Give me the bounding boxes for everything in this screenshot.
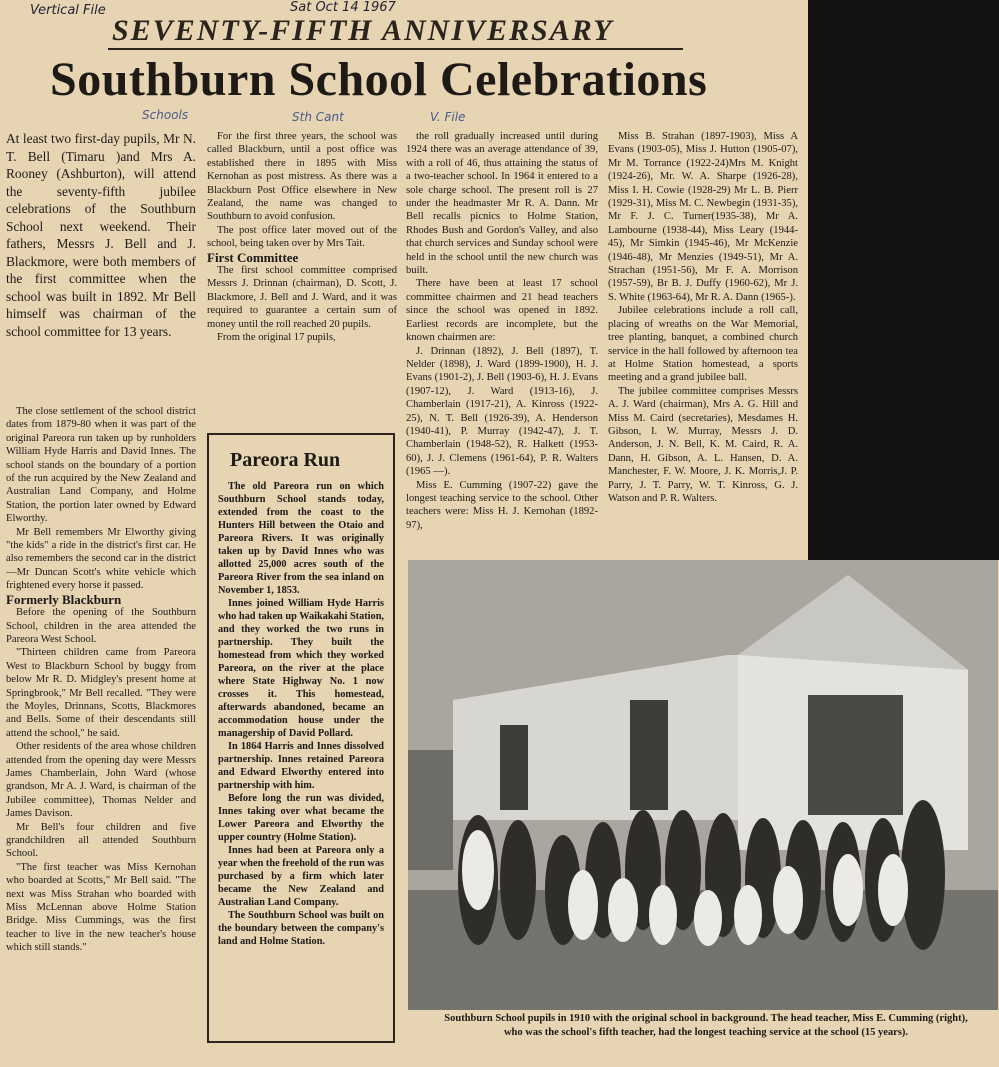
subhead-formerly-blackburn: Formerly Blackburn [6,591,122,607]
paragraph: The Southburn School was built on the boundary between the company's land and Holme Station. [218,910,384,947]
school-photo-illustration [408,560,998,1010]
sidebar-title: Pareora Run [230,449,341,471]
paragraph: the roll gradually increased until during 1924 there was an average attendance of 39, with a roll of 46, thus attaining the status of a two-teacher school. In 1964 it entered to a sole charge school. The present roll is 27 under the headmaster Mr R. A. Dann. Mr Bell recalls picnics to Holme Station, Rhodes Bush and Gordon's Valley, and also that church services and Sunday school were held in the school until the new church was built. [406,131,598,277]
paragraph: Innes had been at Pareora only a year when the freehold of the run was purchased by a firm which later became the New Zealand and Australian Land Company. [218,845,384,908]
paragraph: The close settlement of the school district dates from 1879-80 when it was part of the original Pareora run taken up by runholders William Hyde Harris and David Innes. The school stands on the boundary of a portion of the run acquired by the New Zealand and Australian Land Company, and Holme Station, the portion later owned by Edward Elworthy. [6,406,196,525]
photo-caption: Southburn School pupils in 1910 with the original school in background. The head teacher, Miss E. Cumming (right), who was the school's fifth teacher, had the longest teaching service at the school (15 years). [444,1013,968,1038]
paragraph: Mr Bell remembers Mr Elworthy giving "the kids" a ride in the district's first car. He also remembers the second car in the district—Mr Duncan Scott's white vehicle which frightened every horse it passed. [6,526,196,592]
article-column-3 [406,130,598,532]
handwritten-tag-file: V. File [430,110,466,124]
paragraph: "The first teacher was Miss Kernohan who boarded at Scotts," Mr Bell said. "The next was Miss Strahan who boarded with Miss McLennan above Holme Station Bridge. Miss Cummings, was the first teacher to live in the new teacher's house which still stands." [6,861,196,954]
sidebar-body [218,480,384,948]
kicker-heading: SEVENTY-FIFTH ANNIVERSARY [112,14,614,47]
handwritten-file-note: Vertical File [30,3,106,18]
paragraph: Miss B. Strahan (1897-1903), Miss A Evans (1903-05), Miss J. Hutton (1905-07), Mr M. Torrance (1922-24)Mrs M. Knight (1924-26), Mr. W. A. Sharpe (1926-28), Miss I. H. Cowie (1928-29) Mr L. B. Pierr (1929-31), Miss M. C. Newbegin (1931-35), Mr F. J. C. Turner(1935-38), Mr A. Lambourne (1938-44), Miss Leary (1944-45), Mr Simkin (1945-46), Mr McKenzie (1946-48), Mr Menzies (1949-51), Mr A. Strachan (1951-56), Mr F. A. Morrison (1957-59), Br B. J. Duffy (1960-62), Mr J. S. White (1963-64), Mr R. A. Dann (1965-). [608,131,798,303]
paragraph: There have been at least 17 school committee chairmen and 21 head teachers since the school was opened in 1892. Earliest records are incomplete, but the known chairmen are: [406,278,598,344]
paragraph: Innes joined William Hyde Harris who had taken up Waikakahi Station, and they worked the two runs in partnership. They built the homestead from which they worked Pareora, on the river at the place where State Highway No. 1 now crosses it. This homestead, afterwards abandoned, became an accommodation house under the managership of David Pollard. [218,598,384,739]
headline: Southburn School Celebrations [50,53,708,106]
paragraph: The first school committee comprised Messrs J. Drinnan (chairman), D. Scott, J. Blackmore, J. Bell and J. Ward, and it was required to guarantee a certain sum of money until the roll reached 20 pupils. [207,265,397,330]
paragraph: For the first three years, the school was called Blackburn, until a post office was established there in 1895 with Miss Kernohan as post mistress. As there was a Blackburn Post Office elsewhere in New Zealand, the name was changed to Southburn to avoid confusion. [207,131,397,223]
paragraph: J. Drinnan (1892), J. Bell (1897), T. Nelder (1898), J. Ward (1899-1900), H. J. Evans (1901-2), J. Bell (1903-6), H. J. Evans (1907-12), J. Ward (1913-16), J. Chamberlain (1917-21), A. Kinross (1922-25), N. T. Bell (1926-39), A. Henderson (1940-41), P. Murray (1942-47), J. T. Chamberlain (1948-52), R. Halkett (1953-60), J. J. Clemens (1961-64), P. R. Walters (1965 —). [406,345,598,478]
article-column-4 [608,130,798,505]
paragraph: The jubilee committee comprises Messrs A. J. Ward (chairman), Mrs A. G. Hill and Miss M. Caird (secretaries), Mesdames H. Gibson, I. W. Murray, Messrs J. D. Anderson, J. N. Bell, K. M. Caird, R. A. Dann, H. Gibson, A. L. Hansen, D. A. Manchester, F. W. Moore, J. K. Morris,J. P. Parry, J. T. Parry, W. T. Kinross, G. J. Watson and P. R. Walters. [608,385,798,504]
lead-paragraph: At least two first-day pupils, Mr N. T. Bell (Timaru )and Mrs A. Rooney (Ashburton), will attend the seventy-fifth jubilee celebrations of the Southburn School next weekend. Their fathers, Messrs J. Bell and J. Blackmore, were both members of the first committee when the school was built in 1892. Mr Bell himself was chairman of the school committee for 13 years. [6,131,196,339]
handwritten-date: Sat Oct 14 1967 [290,0,396,15]
paragraph: From the original 17 pupils, [217,332,336,344]
school-photo [408,560,998,1010]
article-lead [6,130,196,340]
background-dark-strip [808,0,999,560]
paragraph: Mr Bell's four children and five grandchildren all attended Southburn School. [6,821,196,860]
handwritten-tag-schools: Schools [142,108,189,122]
paragraph: The old Pareora run on which Southburn School stands today, extended from the coast to the Hunters Hill between the Otaio and Pareora Rivers. It was originally taken up by David Innes who was allotted 25,000 acres south of the Pareora River from the sea inland on November 1, 1853. [218,481,384,596]
handwritten-tag-region: Sth Cant [292,110,344,124]
paragraph: Jubilee celebrations include a roll call, placing of wreaths on the War Memorial, tree planting, banquet, a combined church service in the hall followed by afternoon tea at Holme Station homestead, a sports meeting and a grand jubilee ball. [608,305,798,384]
subhead-first-committee: First Committee [207,249,299,265]
kicker-rule [108,48,683,50]
paragraph: "Thirteen children came from Pareora West to Blackburn School by buggy from below Mr R. D. Midgley's present home at Springbrook," Mr Bell recalled. "They were the Moyles, Drinnans, Scotts, Blackmores and Bells. Some of their descendants still attend the school," he said. [6,647,196,739]
paragraph: Miss E. Cumming (1907-22) gave the longest teaching service to the school. Other teachers were: Miss H. J. Kernohan (1892-97), [406,479,598,531]
paragraph: Other residents of the area whose children attended from the opening day were Messrs James Chamberlain, John Ward (whose grandson, Mr A. J. Ward, is chairman of the Jubilee committee), Thomas Nelder and James Davison. [6,741,196,820]
paragraph: Before the opening of the Southburn School, children in the area attended the Pareora West School. [6,607,196,645]
paragraph: Before long the run was divided, Innes taking over what became the Lower Pareora and Elworthy the upper country (Holme Station). [218,793,384,843]
paragraph: In 1864 Harris and Innes dissolved partnership. Innes retained Pareora and Edward Elworthy entered into partnership with him. [218,741,384,791]
pareora-run-sidebar [207,433,395,1043]
paragraph: The post office later moved out of the school, being taken over by Mrs Tait. [207,224,397,250]
article-column-1 [6,405,196,955]
article-column-2 [207,130,397,345]
